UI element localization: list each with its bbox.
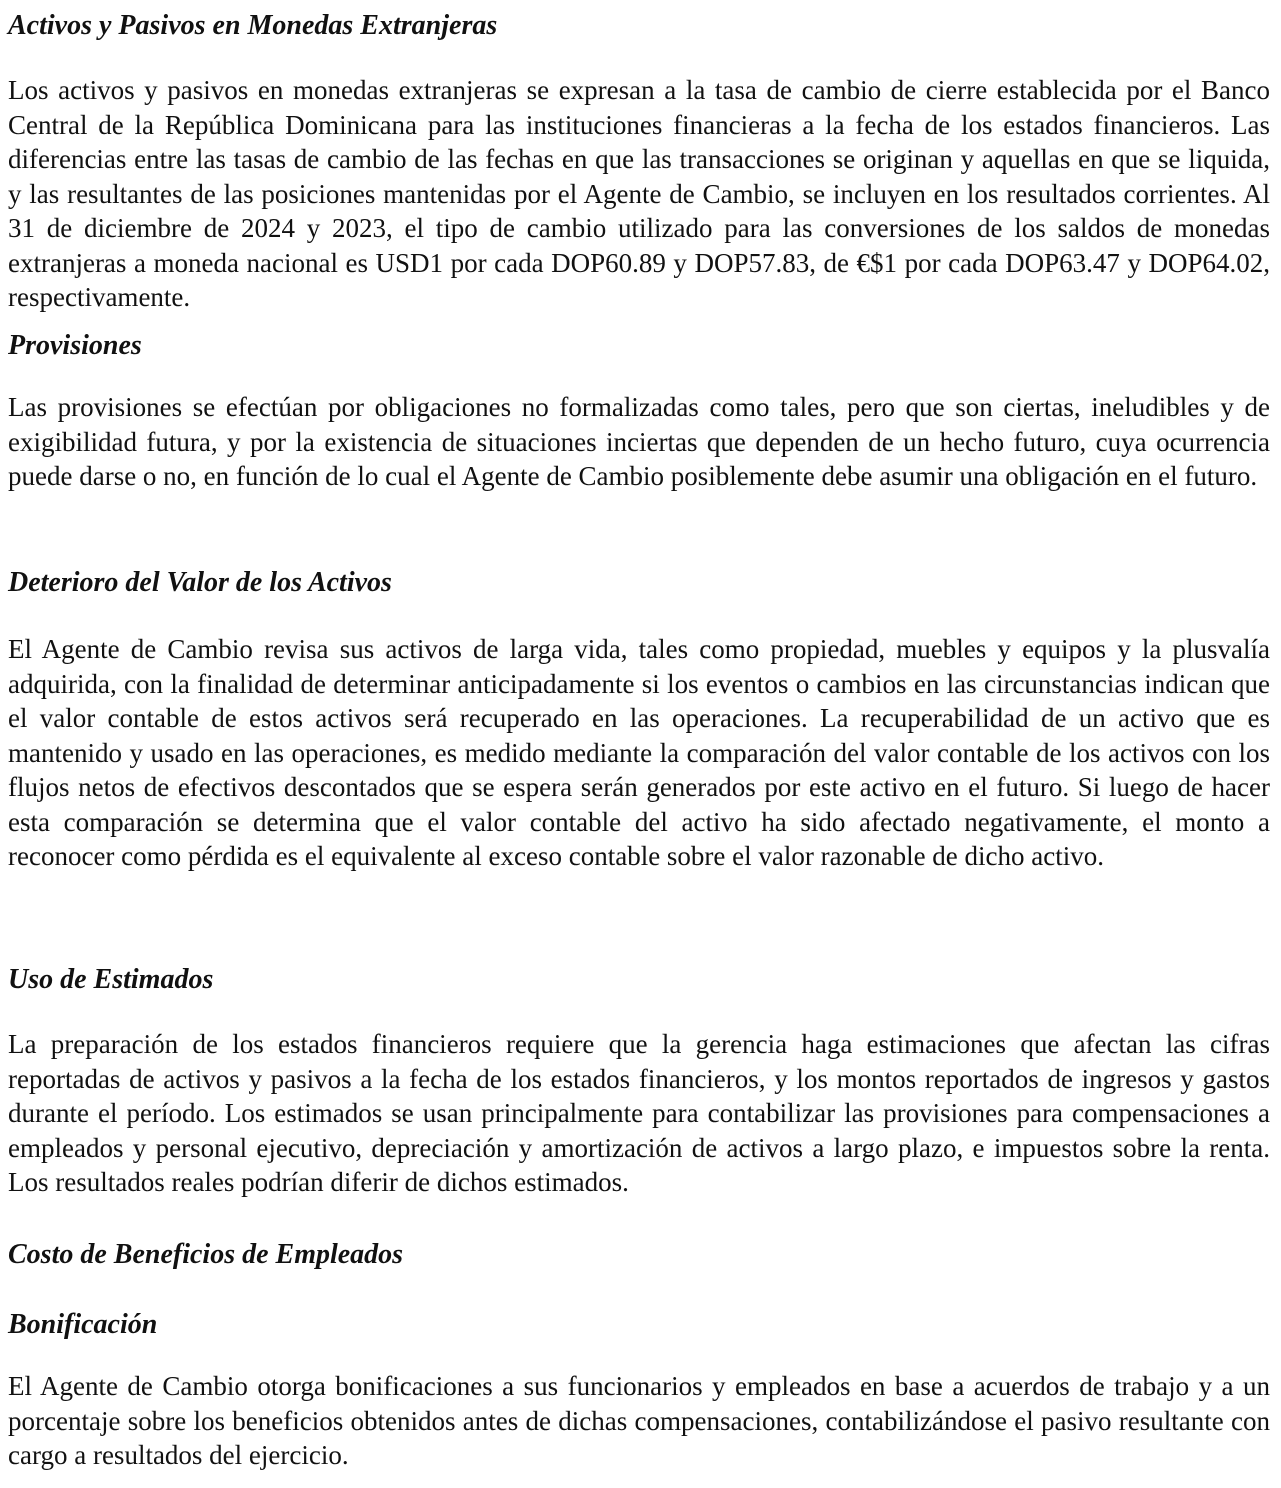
section-paragraph-provisions: Las provisiones se efectúan por obligaciones no formalizadas como tales, pero que son ciertas, ineludibles y de exigibilidad futura, y por la existencia de situaciones inciertas que dependen de un hecho futuro, cuya ocurrencia puede darse o no, en función de lo cual el Agente de Cambio posiblemente debe asumir una obligación en el futuro. (8, 392, 1270, 491)
section-paragraph-foreign-currency: Los activos y pasivos en monedas extranjeras se expresan a la tasa de cambio de cierre establecida por el Banco Central de la República Dominicana para las instituciones financieras a la fecha de los estados financieros. Las diferencias entre las tasas de cambio de las fechas en que las transacciones se originan y aquellas en que se liquida, y las resultantes de las posiciones mantenidas por el Agente de Cambio, se incluyen en los resultados corrientes. Al 31 de diciembre de 2024 y 2023, el tipo de cambio utilizado para las conversiones de los saldos de monedas extranjeras a moneda nacional es USD1 por cada DOP60.89 y DOP57.83, de €$1 por cada DOP63.47 y DOP64.02, respectivamente. (8, 75, 1270, 312)
section-heading-asset-impairment: Deterioro del Valor de los Activos (8, 567, 392, 598)
section-heading-estimates: Uso de Estimados (8, 964, 214, 995)
section-paragraph-estimates: La preparación de los estados financieros requiere que la gerencia haga estimaciones que afectan las cifras reportadas de activos y pasivos a la fecha de los estados financieros, y los montos reportados de ingresos y gastos durante el período. Los estimados se usan principalmente para contabilizar las provisiones para compensaciones a empleados y personal ejecutivo, depreciación y amortización de activos a largo plazo, e impuestos sobre la renta. Los resultados reales podrían diferir de dichos estimados. (8, 1029, 1270, 1197)
section-heading-provisions: Provisiones (8, 330, 142, 361)
section-paragraph-asset-impairment: El Agente de Cambio revisa sus activos de larga vida, tales como propiedad, muebles y equipos y la plusvalía adquirida, con la finalidad de determinar anticipadamente si los eventos o cambios en las circunstancias indican que el valor contable de estos activos será recuperado en las operaciones. La recuperabilidad de un activo que es mantenido y usado en las operaciones, es medido mediante la comparación del valor contable de los activos con los flujos netos de efectivos descontados que se espera serán generados por este activo en el futuro. Si luego de hacer esta comparación se determina que el valor contable del activo ha sido afectado negativamente, el monto a reconocer como pérdida es el equivalente al exceso contable sobre el valor razonable de dicho activo. (8, 634, 1270, 871)
section-heading-employee-benefits: Costo de Beneficios de Empleados (8, 1239, 404, 1270)
section-heading-foreign-currency: Activos y Pasivos en Monedas Extranjeras (8, 10, 498, 41)
section-heading-bonus: Bonificación (8, 1309, 158, 1340)
section-paragraph-bonus: El Agente de Cambio otorga bonificaciones a sus funcionarios y empleados en base a acuerdos de trabajo y a un porcentaje sobre los beneficios obtenidos antes de dichas compensaciones, contabilizándose el pasivo resultante con cargo a resultados del ejercicio. (8, 1371, 1270, 1470)
